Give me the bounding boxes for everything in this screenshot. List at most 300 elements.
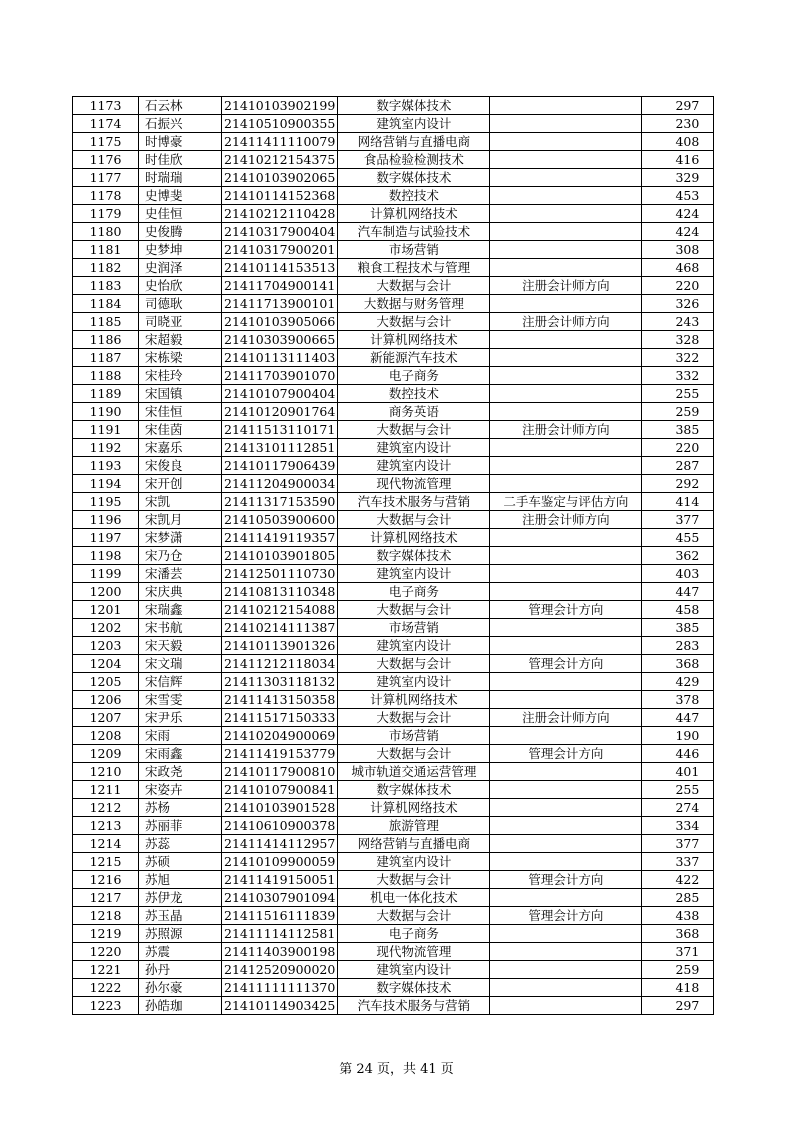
row-number-cell: 1223 — [73, 997, 139, 1015]
table-row — [73, 295, 714, 313]
candidate-id-cell: 21411403900198 — [222, 943, 338, 961]
row-number-cell: 1214 — [73, 835, 139, 853]
candidate-id-cell: 21410103902199 — [222, 97, 338, 115]
major-cell: 网络营销与直播电商 — [338, 835, 490, 853]
name-cell: 宋佳恒 — [139, 403, 222, 421]
score-cell: 220 — [642, 277, 714, 295]
table-row — [73, 763, 714, 781]
table-row — [73, 205, 714, 223]
major-cell: 数字媒体技术 — [338, 547, 490, 565]
major-cell: 粮食工程技术与管理 — [338, 259, 490, 277]
major-cell: 商务英语 — [338, 403, 490, 421]
row-number-cell: 1209 — [73, 745, 139, 763]
major-cell: 数控技术 — [338, 187, 490, 205]
table-row — [73, 835, 714, 853]
candidate-id-cell: 21411414112957 — [222, 835, 338, 853]
name-cell: 苏玉晶 — [139, 907, 222, 925]
major-cell: 计算机网络技术 — [338, 691, 490, 709]
name-cell: 苏蕊 — [139, 835, 222, 853]
major-cell: 数字媒体技术 — [338, 169, 490, 187]
table-row — [73, 403, 714, 421]
table-row — [73, 709, 714, 727]
candidate-id-cell: 21410103901528 — [222, 799, 338, 817]
row-number-cell: 1186 — [73, 331, 139, 349]
candidate-id-cell: 21410510900355 — [222, 115, 338, 133]
direction-cell — [490, 691, 642, 709]
score-cell: 455 — [642, 529, 714, 547]
name-cell: 宋乃仓 — [139, 547, 222, 565]
name-cell: 宋雨鑫 — [139, 745, 222, 763]
name-cell: 宋俊良 — [139, 457, 222, 475]
name-cell: 宋国镇 — [139, 385, 222, 403]
major-cell: 建筑室内设计 — [338, 853, 490, 871]
major-cell: 建筑室内设计 — [338, 115, 490, 133]
row-number-cell: 1201 — [73, 601, 139, 619]
direction-cell — [490, 187, 642, 205]
candidate-id-cell: 21410813110348 — [222, 583, 338, 601]
direction-cell — [490, 637, 642, 655]
direction-cell — [490, 889, 642, 907]
major-cell: 建筑室内设计 — [338, 439, 490, 457]
table-row — [73, 907, 714, 925]
major-cell: 网络营销与直播电商 — [338, 133, 490, 151]
score-cell: 416 — [642, 151, 714, 169]
candidate-id-cell: 21411703901070 — [222, 367, 338, 385]
table-row — [73, 781, 714, 799]
candidate-id-cell: 21412520900020 — [222, 961, 338, 979]
score-cell: 337 — [642, 853, 714, 871]
table-row — [73, 367, 714, 385]
row-number-cell: 1181 — [73, 241, 139, 259]
score-cell: 334 — [642, 817, 714, 835]
name-cell: 宋梦潇 — [139, 529, 222, 547]
candidate-id-cell: 21410307901094 — [222, 889, 338, 907]
name-cell: 宋庆典 — [139, 583, 222, 601]
candidate-id-cell: 21411114112581 — [222, 925, 338, 943]
direction-cell — [490, 295, 642, 313]
table-row — [73, 439, 714, 457]
row-number-cell: 1210 — [73, 763, 139, 781]
major-cell: 电子商务 — [338, 583, 490, 601]
table-row — [73, 979, 714, 997]
name-cell: 时瑞瑞 — [139, 169, 222, 187]
candidate-id-cell: 21410103901805 — [222, 547, 338, 565]
table-row — [73, 655, 714, 673]
candidate-id-cell: 21411413150358 — [222, 691, 338, 709]
major-cell: 大数据与会计 — [338, 421, 490, 439]
direction-cell: 管理会计方向 — [490, 601, 642, 619]
score-cell: 297 — [642, 97, 714, 115]
major-cell: 电子商务 — [338, 925, 490, 943]
row-number-cell: 1173 — [73, 97, 139, 115]
score-cell: 274 — [642, 799, 714, 817]
direction-cell — [490, 205, 642, 223]
major-cell: 大数据与会计 — [338, 745, 490, 763]
major-cell: 汽车制造与试验技术 — [338, 223, 490, 241]
candidate-id-cell: 21411212118034 — [222, 655, 338, 673]
direction-cell — [490, 583, 642, 601]
score-cell: 243 — [642, 313, 714, 331]
row-number-cell: 1194 — [73, 475, 139, 493]
score-cell: 329 — [642, 169, 714, 187]
score-cell: 468 — [642, 259, 714, 277]
major-cell: 建筑室内设计 — [338, 637, 490, 655]
major-cell: 大数据与会计 — [338, 277, 490, 295]
major-cell: 数控技术 — [338, 385, 490, 403]
candidate-id-cell: 21410107900841 — [222, 781, 338, 799]
table-row — [73, 97, 714, 115]
score-cell: 453 — [642, 187, 714, 205]
table-row — [73, 277, 714, 295]
table-row — [73, 583, 714, 601]
direction-cell: 注册会计师方向 — [490, 709, 642, 727]
name-cell: 孙皓珈 — [139, 997, 222, 1015]
direction-cell: 注册会计师方向 — [490, 277, 642, 295]
name-cell: 宋栋梁 — [139, 349, 222, 367]
direction-cell — [490, 115, 642, 133]
candidate-id-cell: 21410317900201 — [222, 241, 338, 259]
major-cell: 计算机网络技术 — [338, 331, 490, 349]
major-cell: 大数据与会计 — [338, 907, 490, 925]
table-body — [73, 97, 714, 1015]
direction-cell: 管理会计方向 — [490, 745, 642, 763]
candidate-id-cell: 21411204900034 — [222, 475, 338, 493]
major-cell: 大数据与会计 — [338, 871, 490, 889]
table-row — [73, 475, 714, 493]
row-number-cell: 1199 — [73, 565, 139, 583]
score-cell: 422 — [642, 871, 714, 889]
row-number-cell: 1204 — [73, 655, 139, 673]
score-cell: 446 — [642, 745, 714, 763]
row-number-cell: 1216 — [73, 871, 139, 889]
major-cell: 大数据与会计 — [338, 313, 490, 331]
score-cell: 292 — [642, 475, 714, 493]
row-number-cell: 1178 — [73, 187, 139, 205]
table-row — [73, 691, 714, 709]
table-row — [73, 493, 714, 511]
table-row — [73, 997, 714, 1015]
direction-cell — [490, 331, 642, 349]
score-cell: 401 — [642, 763, 714, 781]
score-cell: 424 — [642, 205, 714, 223]
candidate-id-cell: 21413101112851 — [222, 439, 338, 457]
candidate-id-cell: 21410303900665 — [222, 331, 338, 349]
candidate-id-cell: 21411411110079 — [222, 133, 338, 151]
candidate-id-cell: 21411303118132 — [222, 673, 338, 691]
row-number-cell: 1221 — [73, 961, 139, 979]
candidate-id-cell: 21410114903425 — [222, 997, 338, 1015]
row-number-cell: 1174 — [73, 115, 139, 133]
direction-cell — [490, 439, 642, 457]
name-cell: 宋开创 — [139, 475, 222, 493]
name-cell: 史怡欣 — [139, 277, 222, 295]
row-number-cell: 1208 — [73, 727, 139, 745]
score-cell: 385 — [642, 619, 714, 637]
direction-cell — [490, 565, 642, 583]
name-cell: 苏伊龙 — [139, 889, 222, 907]
name-cell: 宋凯 — [139, 493, 222, 511]
direction-cell: 注册会计师方向 — [490, 313, 642, 331]
score-cell: 458 — [642, 601, 714, 619]
score-cell: 297 — [642, 997, 714, 1015]
table-row — [73, 637, 714, 655]
row-number-cell: 1212 — [73, 799, 139, 817]
candidate-id-cell: 21411419150051 — [222, 871, 338, 889]
direction-cell — [490, 223, 642, 241]
row-number-cell: 1196 — [73, 511, 139, 529]
name-cell: 苏硕 — [139, 853, 222, 871]
name-cell: 宋书航 — [139, 619, 222, 637]
direction-cell — [490, 385, 642, 403]
score-cell: 230 — [642, 115, 714, 133]
major-cell: 食品检验检测技术 — [338, 151, 490, 169]
major-cell: 新能源汽车技术 — [338, 349, 490, 367]
row-number-cell: 1217 — [73, 889, 139, 907]
candidate-id-cell: 21412501110730 — [222, 565, 338, 583]
table-row — [73, 349, 714, 367]
row-number-cell: 1180 — [73, 223, 139, 241]
major-cell: 旅游管理 — [338, 817, 490, 835]
name-cell: 宋凯月 — [139, 511, 222, 529]
table-row — [73, 547, 714, 565]
name-cell: 史博斐 — [139, 187, 222, 205]
table-row — [73, 961, 714, 979]
row-number-cell: 1175 — [73, 133, 139, 151]
direction-cell — [490, 367, 642, 385]
row-number-cell: 1197 — [73, 529, 139, 547]
major-cell: 大数据与会计 — [338, 511, 490, 529]
major-cell: 建筑室内设计 — [338, 457, 490, 475]
direction-cell — [490, 817, 642, 835]
name-cell: 宋桂玲 — [139, 367, 222, 385]
table-row — [73, 727, 714, 745]
major-cell: 城市轨道交通运营管理 — [338, 763, 490, 781]
score-cell: 326 — [642, 295, 714, 313]
table-row — [73, 925, 714, 943]
row-number-cell: 1195 — [73, 493, 139, 511]
name-cell: 宋信辉 — [139, 673, 222, 691]
major-cell: 汽车技术服务与营销 — [338, 997, 490, 1015]
direction-cell — [490, 475, 642, 493]
row-number-cell: 1191 — [73, 421, 139, 439]
score-cell: 378 — [642, 691, 714, 709]
candidate-id-cell: 21411419153779 — [222, 745, 338, 763]
score-cell: 414 — [642, 493, 714, 511]
direction-cell — [490, 979, 642, 997]
table-row — [73, 673, 714, 691]
major-cell: 计算机网络技术 — [338, 799, 490, 817]
major-cell: 汽车技术服务与营销 — [338, 493, 490, 511]
name-cell: 苏震 — [139, 943, 222, 961]
row-number-cell: 1198 — [73, 547, 139, 565]
name-cell: 孙丹 — [139, 961, 222, 979]
table-row — [73, 223, 714, 241]
name-cell: 宋天毅 — [139, 637, 222, 655]
row-number-cell: 1188 — [73, 367, 139, 385]
direction-cell: 管理会计方向 — [490, 871, 642, 889]
row-number-cell: 1179 — [73, 205, 139, 223]
direction-cell — [490, 133, 642, 151]
name-cell: 宋瑞鑫 — [139, 601, 222, 619]
table-row — [73, 187, 714, 205]
candidate-id-cell: 21411704900141 — [222, 277, 338, 295]
score-cell: 220 — [642, 439, 714, 457]
table-row — [73, 385, 714, 403]
row-number-cell: 1192 — [73, 439, 139, 457]
name-cell: 史梦坤 — [139, 241, 222, 259]
candidate-id-cell: 21410103905066 — [222, 313, 338, 331]
candidate-id-cell: 21411513110171 — [222, 421, 338, 439]
name-cell: 宋姿卉 — [139, 781, 222, 799]
direction-cell: 注册会计师方向 — [490, 511, 642, 529]
score-cell: 332 — [642, 367, 714, 385]
major-cell: 建筑室内设计 — [338, 673, 490, 691]
major-cell: 市场营销 — [338, 619, 490, 637]
score-cell: 259 — [642, 961, 714, 979]
score-cell: 418 — [642, 979, 714, 997]
name-cell: 时博豪 — [139, 133, 222, 151]
score-cell: 408 — [642, 133, 714, 151]
name-cell: 宋尹乐 — [139, 709, 222, 727]
direction-cell — [490, 619, 642, 637]
row-number-cell: 1205 — [73, 673, 139, 691]
name-cell: 司德耿 — [139, 295, 222, 313]
score-cell: 283 — [642, 637, 714, 655]
student-score-table — [72, 96, 714, 1015]
row-number-cell: 1215 — [73, 853, 139, 871]
score-cell: 385 — [642, 421, 714, 439]
name-cell: 宋嘉乐 — [139, 439, 222, 457]
table-row — [73, 151, 714, 169]
major-cell: 计算机网络技术 — [338, 529, 490, 547]
table-row — [73, 853, 714, 871]
candidate-id-cell: 21410114152368 — [222, 187, 338, 205]
direction-cell: 管理会计方向 — [490, 655, 642, 673]
candidate-id-cell: 21411713900101 — [222, 295, 338, 313]
direction-cell — [490, 349, 642, 367]
row-number-cell: 1222 — [73, 979, 139, 997]
score-cell: 259 — [642, 403, 714, 421]
candidate-id-cell: 21410113901326 — [222, 637, 338, 655]
page-footer: 第 24 页，共 41 页 — [339, 1062, 454, 1077]
score-cell: 287 — [642, 457, 714, 475]
direction-cell: 注册会计师方向 — [490, 421, 642, 439]
direction-cell — [490, 727, 642, 745]
candidate-id-cell: 21411111111370 — [222, 979, 338, 997]
direction-cell: 二手车鉴定与评估方向 — [490, 493, 642, 511]
name-cell: 苏杨 — [139, 799, 222, 817]
major-cell: 市场营销 — [338, 241, 490, 259]
score-cell: 362 — [642, 547, 714, 565]
candidate-id-cell: 21410204900069 — [222, 727, 338, 745]
score-cell: 403 — [642, 565, 714, 583]
row-number-cell: 1182 — [73, 259, 139, 277]
candidate-id-cell: 21410212110428 — [222, 205, 338, 223]
row-number-cell: 1177 — [73, 169, 139, 187]
row-number-cell: 1190 — [73, 403, 139, 421]
major-cell: 计算机网络技术 — [338, 205, 490, 223]
score-cell: 377 — [642, 835, 714, 853]
candidate-id-cell: 21410610900378 — [222, 817, 338, 835]
direction-cell — [490, 961, 642, 979]
major-cell: 数字媒体技术 — [338, 97, 490, 115]
direction-cell — [490, 241, 642, 259]
table-row — [73, 943, 714, 961]
table-row — [73, 169, 714, 187]
score-cell: 368 — [642, 925, 714, 943]
row-number-cell: 1206 — [73, 691, 139, 709]
table-row — [73, 457, 714, 475]
major-cell: 大数据与财务管理 — [338, 295, 490, 313]
name-cell: 史俊腾 — [139, 223, 222, 241]
table-row — [73, 511, 714, 529]
major-cell: 建筑室内设计 — [338, 961, 490, 979]
direction-cell — [490, 403, 642, 421]
table-row — [73, 817, 714, 835]
name-cell: 宋超毅 — [139, 331, 222, 349]
row-number-cell: 1218 — [73, 907, 139, 925]
direction-cell — [490, 781, 642, 799]
row-number-cell: 1183 — [73, 277, 139, 295]
candidate-id-cell: 21410117906439 — [222, 457, 338, 475]
direction-cell — [490, 529, 642, 547]
candidate-id-cell: 21410120901764 — [222, 403, 338, 421]
candidate-id-cell: 21410212154375 — [222, 151, 338, 169]
score-cell: 429 — [642, 673, 714, 691]
candidate-id-cell: 21410503900600 — [222, 511, 338, 529]
name-cell: 苏照源 — [139, 925, 222, 943]
score-cell: 371 — [642, 943, 714, 961]
direction-cell: 管理会计方向 — [490, 907, 642, 925]
row-number-cell: 1219 — [73, 925, 139, 943]
row-number-cell: 1187 — [73, 349, 139, 367]
name-cell: 宋雪雯 — [139, 691, 222, 709]
major-cell: 建筑室内设计 — [338, 565, 490, 583]
candidate-id-cell: 21410109900059 — [222, 853, 338, 871]
major-cell: 机电一体化技术 — [338, 889, 490, 907]
major-cell: 大数据与会计 — [338, 709, 490, 727]
table-row — [73, 241, 714, 259]
row-number-cell: 1202 — [73, 619, 139, 637]
row-number-cell: 1211 — [73, 781, 139, 799]
name-cell: 史佳恒 — [139, 205, 222, 223]
candidate-id-cell: 21411517150333 — [222, 709, 338, 727]
score-cell: 322 — [642, 349, 714, 367]
name-cell: 史润泽 — [139, 259, 222, 277]
name-cell: 宋佳茵 — [139, 421, 222, 439]
score-cell: 447 — [642, 583, 714, 601]
score-cell: 190 — [642, 727, 714, 745]
row-number-cell: 1213 — [73, 817, 139, 835]
table-row — [73, 259, 714, 277]
name-cell: 宋雨 — [139, 727, 222, 745]
table-row — [73, 745, 714, 763]
table-row — [73, 799, 714, 817]
table-row — [73, 601, 714, 619]
row-number-cell: 1185 — [73, 313, 139, 331]
major-cell: 现代物流管理 — [338, 475, 490, 493]
name-cell: 苏旭 — [139, 871, 222, 889]
score-cell: 424 — [642, 223, 714, 241]
score-cell: 377 — [642, 511, 714, 529]
name-cell: 苏丽菲 — [139, 817, 222, 835]
direction-cell — [490, 943, 642, 961]
direction-cell — [490, 169, 642, 187]
name-cell: 孙尔豪 — [139, 979, 222, 997]
candidate-id-cell: 21410212154088 — [222, 601, 338, 619]
score-cell: 438 — [642, 907, 714, 925]
direction-cell — [490, 151, 642, 169]
